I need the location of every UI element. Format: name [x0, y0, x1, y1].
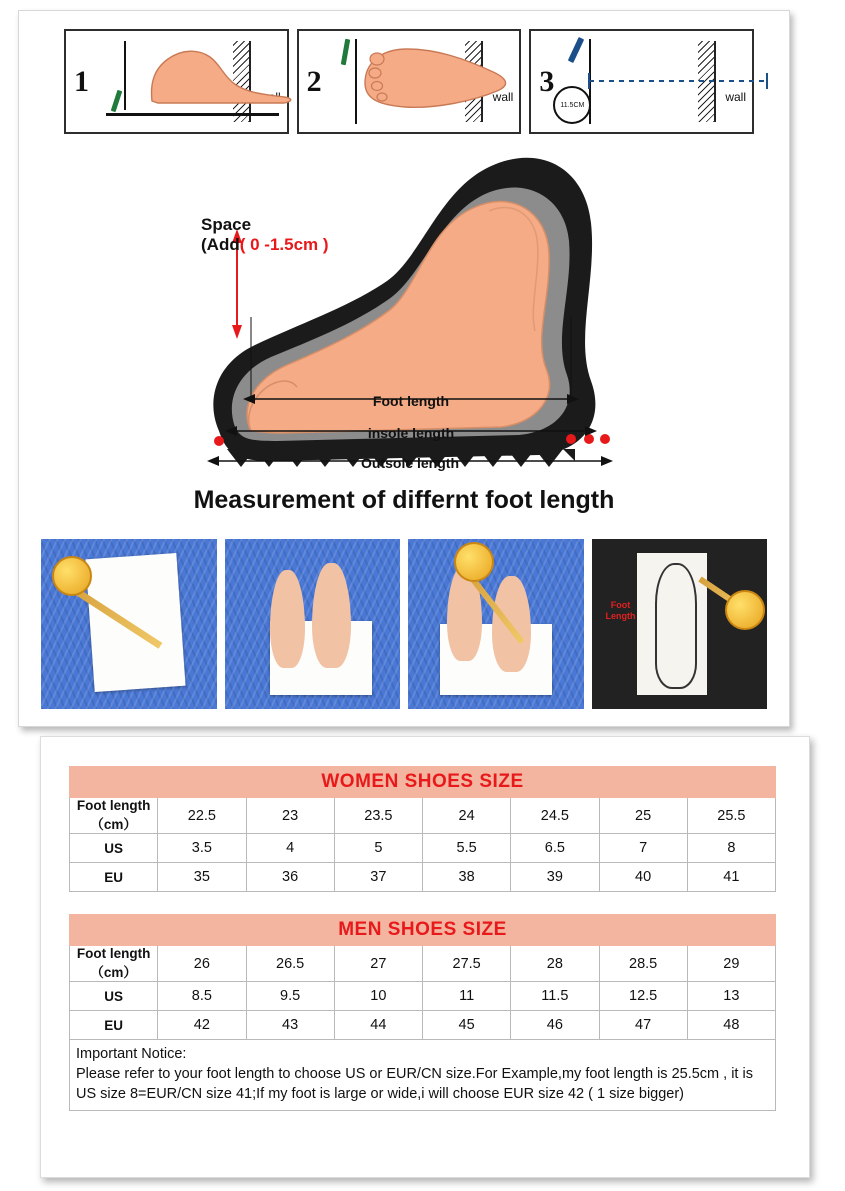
cell: 25.5 [687, 798, 775, 834]
important-notice [69, 1040, 776, 1111]
photo-pencil-on-paper [41, 539, 217, 709]
row-label-foot-length: Foot length（cm） [70, 798, 158, 834]
cell: 6.5 [511, 834, 599, 863]
cell: 9.5 [246, 982, 334, 1011]
photo-strip [41, 539, 767, 709]
table-title-row [70, 767, 776, 798]
step-1-number: 1 [74, 64, 89, 98]
lollipop-ball [725, 590, 765, 630]
cell: 48 [687, 1011, 775, 1040]
cell: 22.5 [158, 798, 246, 834]
cell: 46 [511, 1011, 599, 1040]
cell: 27.5 [423, 946, 511, 982]
step-3-measurement-badge: 11.5CM [553, 86, 591, 124]
foot-outline [655, 563, 698, 689]
cell: 12.5 [599, 982, 687, 1011]
foot-length-annotation [606, 600, 636, 622]
cell: 28.5 [599, 946, 687, 982]
left-foot [270, 570, 305, 669]
cell: 45 [423, 1011, 511, 1040]
cell: 26.5 [246, 946, 334, 982]
photo-measuring-outline [592, 539, 768, 709]
step-3 [529, 29, 754, 134]
table-row [70, 1011, 776, 1040]
step-1-pencil-icon [111, 90, 123, 112]
notice-heading: Important Notice: [76, 1046, 187, 1062]
cell: 8.5 [158, 982, 246, 1011]
cell: 24 [423, 798, 511, 834]
cell: 24.5 [511, 798, 599, 834]
lollipop-ball [454, 542, 494, 582]
cell: 26 [158, 946, 246, 982]
cell: 11.5 [511, 982, 599, 1011]
step-1 [64, 29, 289, 134]
row-label-foot-length: Foot length（cm） [70, 946, 158, 982]
men-table-title: MEN SHOES SIZE [70, 915, 776, 946]
foot-length-annotation-line2: Length [605, 611, 636, 622]
step-3-number: 3 [539, 64, 555, 98]
cell: 39 [511, 863, 599, 892]
step-3-wall-label: wall [725, 90, 747, 104]
cell: 10 [334, 982, 422, 1011]
row-label-eu: EU [70, 863, 158, 892]
cell: 28 [511, 946, 599, 982]
cell: 4 [246, 834, 334, 863]
cell: 8 [687, 834, 775, 863]
cell: 42 [158, 1011, 246, 1040]
row-label-us: US [70, 982, 158, 1011]
cell: 37 [334, 863, 422, 892]
women-table-title: WOMEN SHOES SIZE [70, 767, 776, 798]
cell: 40 [599, 863, 687, 892]
space-label-line1: Space [201, 215, 252, 234]
step-2-wall-label: wall [492, 90, 514, 104]
cell: 43 [246, 1011, 334, 1040]
foot-length-label: Foot length [372, 393, 450, 409]
space-annotation [201, 215, 329, 255]
cell: 11 [423, 982, 511, 1011]
cell: 27 [334, 946, 422, 982]
space-label-prefix: (Add [201, 235, 240, 254]
table-row [70, 834, 776, 863]
foot-length-annotation-line1: Foot [610, 600, 631, 611]
cell: 23 [246, 798, 334, 834]
size-chart-panel [40, 736, 810, 1178]
cell: 47 [599, 1011, 687, 1040]
cell: 5.5 [423, 834, 511, 863]
cell: 41 [687, 863, 775, 892]
step-2-pencil-icon [340, 39, 349, 65]
foot-length-diagram [19, 131, 789, 531]
step-2 [297, 29, 522, 134]
lollipop-ball [52, 556, 92, 596]
cell: 44 [334, 1011, 422, 1040]
cell: 35 [158, 863, 246, 892]
women-shoes-size-table [69, 766, 776, 892]
table-title-row [70, 915, 776, 946]
cell: 25 [599, 798, 687, 834]
table-row [70, 863, 776, 892]
cell: 38 [423, 863, 511, 892]
space-label-value: ( 0 -1.5cm ) [239, 235, 329, 254]
outsole-length-label: Outsole length [361, 455, 459, 471]
diagram-caption: Measurement of differnt foot length [193, 486, 615, 514]
right-foot [312, 563, 351, 668]
cell: 23.5 [334, 798, 422, 834]
step-2-footprint-illustration [355, 37, 535, 121]
photo-tracing-foot [408, 539, 584, 709]
cell: 36 [246, 863, 334, 892]
measurement-guide-panel [18, 10, 790, 727]
size-tables [69, 766, 776, 1111]
table-row [70, 798, 776, 834]
photo-feet-on-paper [225, 539, 401, 709]
row-label-eu: EU [70, 1011, 158, 1040]
insole-length-label: insole length [367, 425, 455, 441]
table-row [70, 982, 776, 1011]
step-3-measure-line [587, 69, 772, 93]
table-row [70, 946, 776, 982]
row-label-us: US [70, 834, 158, 863]
cell: 5 [334, 834, 422, 863]
men-shoes-size-table [69, 914, 776, 1040]
cell: 3.5 [158, 834, 246, 863]
step-1-foot-illustration [124, 39, 304, 119]
cell: 7 [599, 834, 687, 863]
steps-strip [64, 29, 754, 134]
step-2-number: 2 [306, 64, 322, 98]
cell: 29 [687, 946, 775, 982]
table-gap [69, 892, 776, 914]
step-3-pencil-icon [568, 37, 584, 63]
notice-body: Please refer to your foot length to choose US or EUR/CN size.For Example,my foot length is 25.5cm , it is US size 8=EUR/CN size 41;If my foot is large or wide,i will choose EUR size 42 ( 1 size bigger) [76, 1066, 753, 1102]
cell: 13 [687, 982, 775, 1011]
paper-sheet [86, 553, 186, 692]
